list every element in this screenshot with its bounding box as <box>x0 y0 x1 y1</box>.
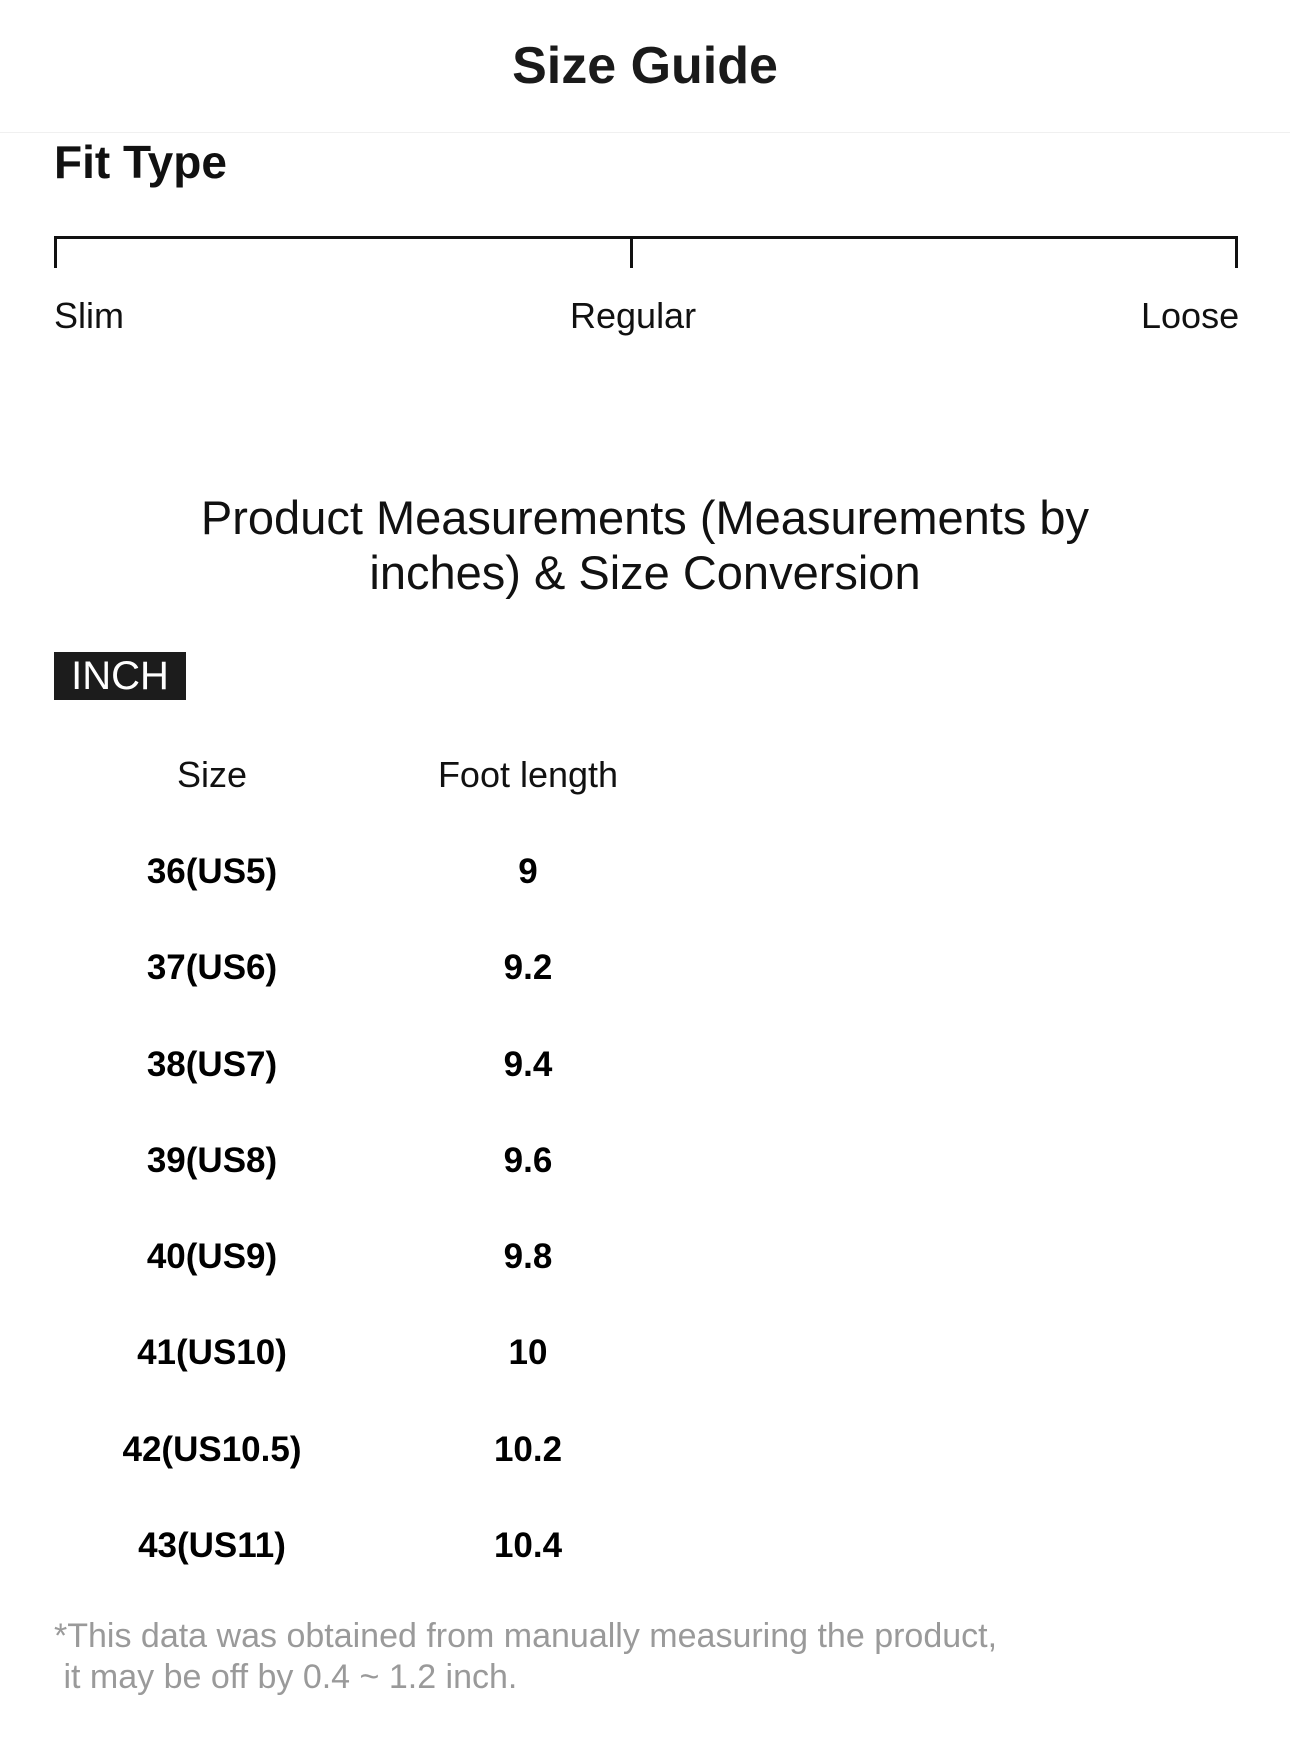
measurements-title-line2: inches) & Size Conversion <box>369 546 921 599</box>
header <box>0 0 1290 133</box>
fit-scale-tick-slim <box>54 236 57 268</box>
foot-length-cell: 9.8 <box>503 1237 553 1277</box>
foot-length-cell: 10.4 <box>493 1526 563 1566</box>
foot-length-cell: 10 <box>508 1333 548 1373</box>
fit-scale-tick-regular <box>630 236 633 268</box>
page-title: Size Guide <box>512 37 778 95</box>
size-table <box>0 844 1290 1614</box>
size-cell: 40(US9) <box>146 1237 278 1277</box>
table-row <box>0 1229 1290 1325</box>
fit-scale-bar <box>54 236 1238 239</box>
size-cell: 39(US8) <box>146 1140 278 1180</box>
size-cell: 36(US5) <box>146 852 278 891</box>
table-row <box>0 1037 1290 1133</box>
table-row <box>0 1133 1290 1229</box>
fit-scale-tick-loose <box>1235 236 1238 268</box>
table-row <box>0 1518 1290 1614</box>
measurement-note-line1: *This data was obtained from manually measuring the product, <box>54 1617 998 1655</box>
table-row <box>0 844 1290 940</box>
table-row <box>0 1422 1290 1518</box>
size-cell: 41(US10) <box>137 1333 287 1373</box>
column-header-size: Size <box>176 754 248 795</box>
size-cell: 42(US10.5) <box>122 1429 302 1469</box>
foot-length-cell: 9.2 <box>503 948 553 988</box>
fit-label-loose: Loose <box>1141 295 1240 336</box>
column-header-foot-length: Foot length <box>437 754 619 795</box>
measurement-note-line2: it may be off by 0.4 ~ 1.2 inch. <box>54 1658 518 1696</box>
size-cell: 38(US7) <box>146 1044 278 1084</box>
size-cell: 37(US6) <box>146 948 278 988</box>
foot-length-cell: 10.2 <box>493 1429 563 1469</box>
size-cell: 43(US11) <box>138 1526 286 1566</box>
table-row <box>0 940 1290 1036</box>
measurement-note <box>54 1616 1234 1698</box>
fit-label-regular: Regular <box>570 295 697 336</box>
fit-type-title: Fit Type <box>54 136 227 188</box>
measurements-title-line1: Product Measurements (Measurements by <box>200 491 1090 544</box>
measurements-title <box>145 490 1145 600</box>
fit-label-slim: Slim <box>54 295 124 336</box>
fit-scale <box>54 236 1238 268</box>
foot-length-cell: 9 <box>518 852 538 891</box>
foot-length-cell: 9.6 <box>503 1140 553 1180</box>
table-row <box>0 1325 1290 1421</box>
unit-badge: INCH <box>54 652 186 700</box>
foot-length-cell: 9.4 <box>503 1044 553 1084</box>
